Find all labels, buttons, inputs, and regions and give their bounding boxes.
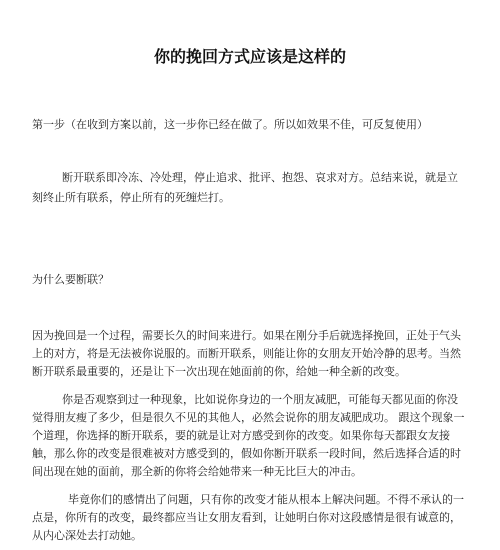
paragraph-line: 你是否观察到过一种现象，比如说你身边的一个朋友减肥，可能每天都见面的你没 — [62, 393, 458, 406]
paragraph-line: 触，那么你的改变是很难被对方感受到的，假如你断开联系一段时间，然后选择合适的时 — [32, 447, 461, 460]
step-one-heading: 第一步（在收到方案以前，这一步你已经在做了。所以如效果不佳，可反复使用） — [32, 118, 428, 131]
paragraph-line: 个道理，你选择的断开联系，要的就是让对方感受到你的改变。如果你每天都跟女友接 — [32, 429, 450, 442]
paragraph-line: 上的对方，将是无法被你说服的。而断开联系，则能让你的女朋友开始冷静的思考。当然 — [32, 347, 461, 360]
paragraph-line: 觉得朋友瘦了多少，但是很久不见的其他人，必然会说你的朋友减肥成功。 跟这个现象一 — [32, 411, 465, 424]
paragraph-line: 断开联系即冷冻、冷处理，停止追求、批评、抱怨、哀求对方。总结来说，就是立 — [62, 171, 458, 184]
paragraph-line: 断开联系最重要的，还是让下一次出现在她面前的你，给她一种全新的改变。 — [32, 365, 406, 378]
paragraph-line: 间出现在她的面前，那全新的你将会给她带来一种无比巨大的冲击。 — [32, 465, 362, 478]
paragraph-line: 因为挽回是一个过程，需要长久的时间来进行。如果在刚分手后就选择挽回，正处于气头 — [32, 329, 461, 342]
article-title: 你的挽回方式应该是这样的 — [153, 47, 346, 66]
paragraph-line: 从内心深处去打动她。 — [32, 529, 142, 542]
why-disconnect-heading: 为什么要断联？ — [32, 273, 109, 286]
paragraph-line: 毕竟你们的感情出了问题，只有你的改变才能从根本上解决问题。不得不承认的一 — [68, 493, 464, 506]
paragraph-line: 点是，你所有的改变，最终都应当让女朋友看到，让她明白你对这段感情是很有诚意的， — [32, 511, 461, 524]
paragraph-line: 刻终止所有联系，停止所有的死缠烂打。 — [32, 191, 230, 204]
